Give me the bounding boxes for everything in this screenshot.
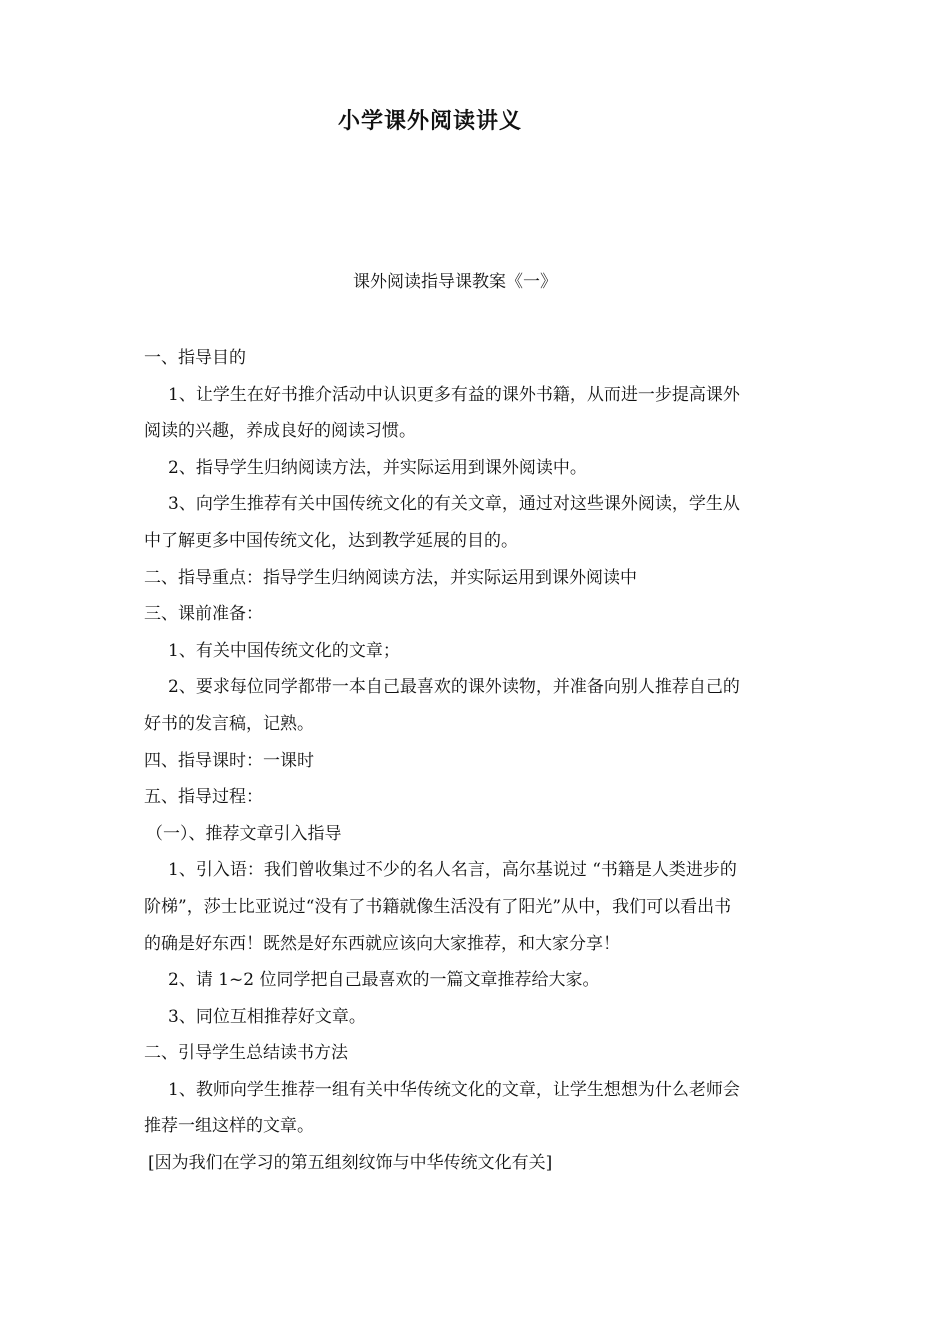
- section-heading-process: 五、指导过程：: [144, 787, 263, 808]
- subsection-heading: （一）、推荐文章引入指导: [146, 823, 342, 844]
- paragraph-line: 1、让学生在好书推介活动中认识更多有益的课外书籍，从而进一步提高课外: [168, 384, 740, 405]
- document-title: 小学课外阅读讲义: [337, 108, 522, 134]
- paragraph-line: 1、有关中国传统文化的文章；: [168, 640, 400, 661]
- section-heading-methods: 二、引导学生总结读书方法: [144, 1043, 348, 1064]
- paragraph-line: 3、同位互相推荐好文章。: [168, 1006, 366, 1027]
- lesson-plan-subtitle: 课外阅读指导课教案《一》: [353, 272, 557, 292]
- paragraph-line: 1、教师向学生推荐一组有关中华传统文化的文章，让学生想想为什么老师会: [168, 1079, 740, 1100]
- paragraph-line: 阶梯”，莎士比亚说过“没有了书籍就像生活没有了阳光”从中，我们可以看出书: [144, 896, 732, 917]
- paragraph-line: 2、请 1~2 位同学把自己最喜欢的一篇文章推荐给大家。: [168, 970, 600, 991]
- paragraph-line: 1、引入语：我们曾收集过不少的名人名言，高尔基说过 “书籍是人类进步的: [168, 860, 737, 881]
- paragraph-line: 好书的发言稿，记熟。: [144, 713, 314, 734]
- paragraph-line: 3、向学生推荐有关中国传统文化的有关文章，通过对这些课外阅读，学生从: [168, 494, 740, 515]
- section-heading-objectives: 一、指导目的: [144, 348, 246, 368]
- section-heading-focus: 二、指导重点：指导学生归纳阅读方法，并实际运用到课外阅读中: [144, 567, 637, 588]
- paragraph-line: 阅读的兴趣，养成良好的阅读习惯。: [144, 421, 416, 442]
- section-heading-preparation: 三、课前准备：: [144, 604, 263, 625]
- paragraph-line: 推荐一组这样的文章。: [144, 1116, 314, 1137]
- paragraph-line: 中了解更多中国传统文化，达到教学延展的目的。: [144, 530, 518, 551]
- paragraph-line: 2、指导学生归纳阅读方法，并实际运用到课外阅读中。: [168, 457, 587, 478]
- bracket-note: [因为我们在学习的第五组刻纹饰与中华传统文化有关]: [148, 1153, 553, 1174]
- paragraph-line: 2、要求每位同学都带一本自己最喜欢的课外读物，并准备向别人推荐自己的: [168, 677, 740, 698]
- paragraph-line: 的确是好东西！既然是好东西就应该向大家推荐，和大家分享！: [144, 933, 620, 954]
- document-body: [144, 340, 812, 1182]
- section-heading-class-hours: 四、指导课时：一课时: [144, 750, 314, 771]
